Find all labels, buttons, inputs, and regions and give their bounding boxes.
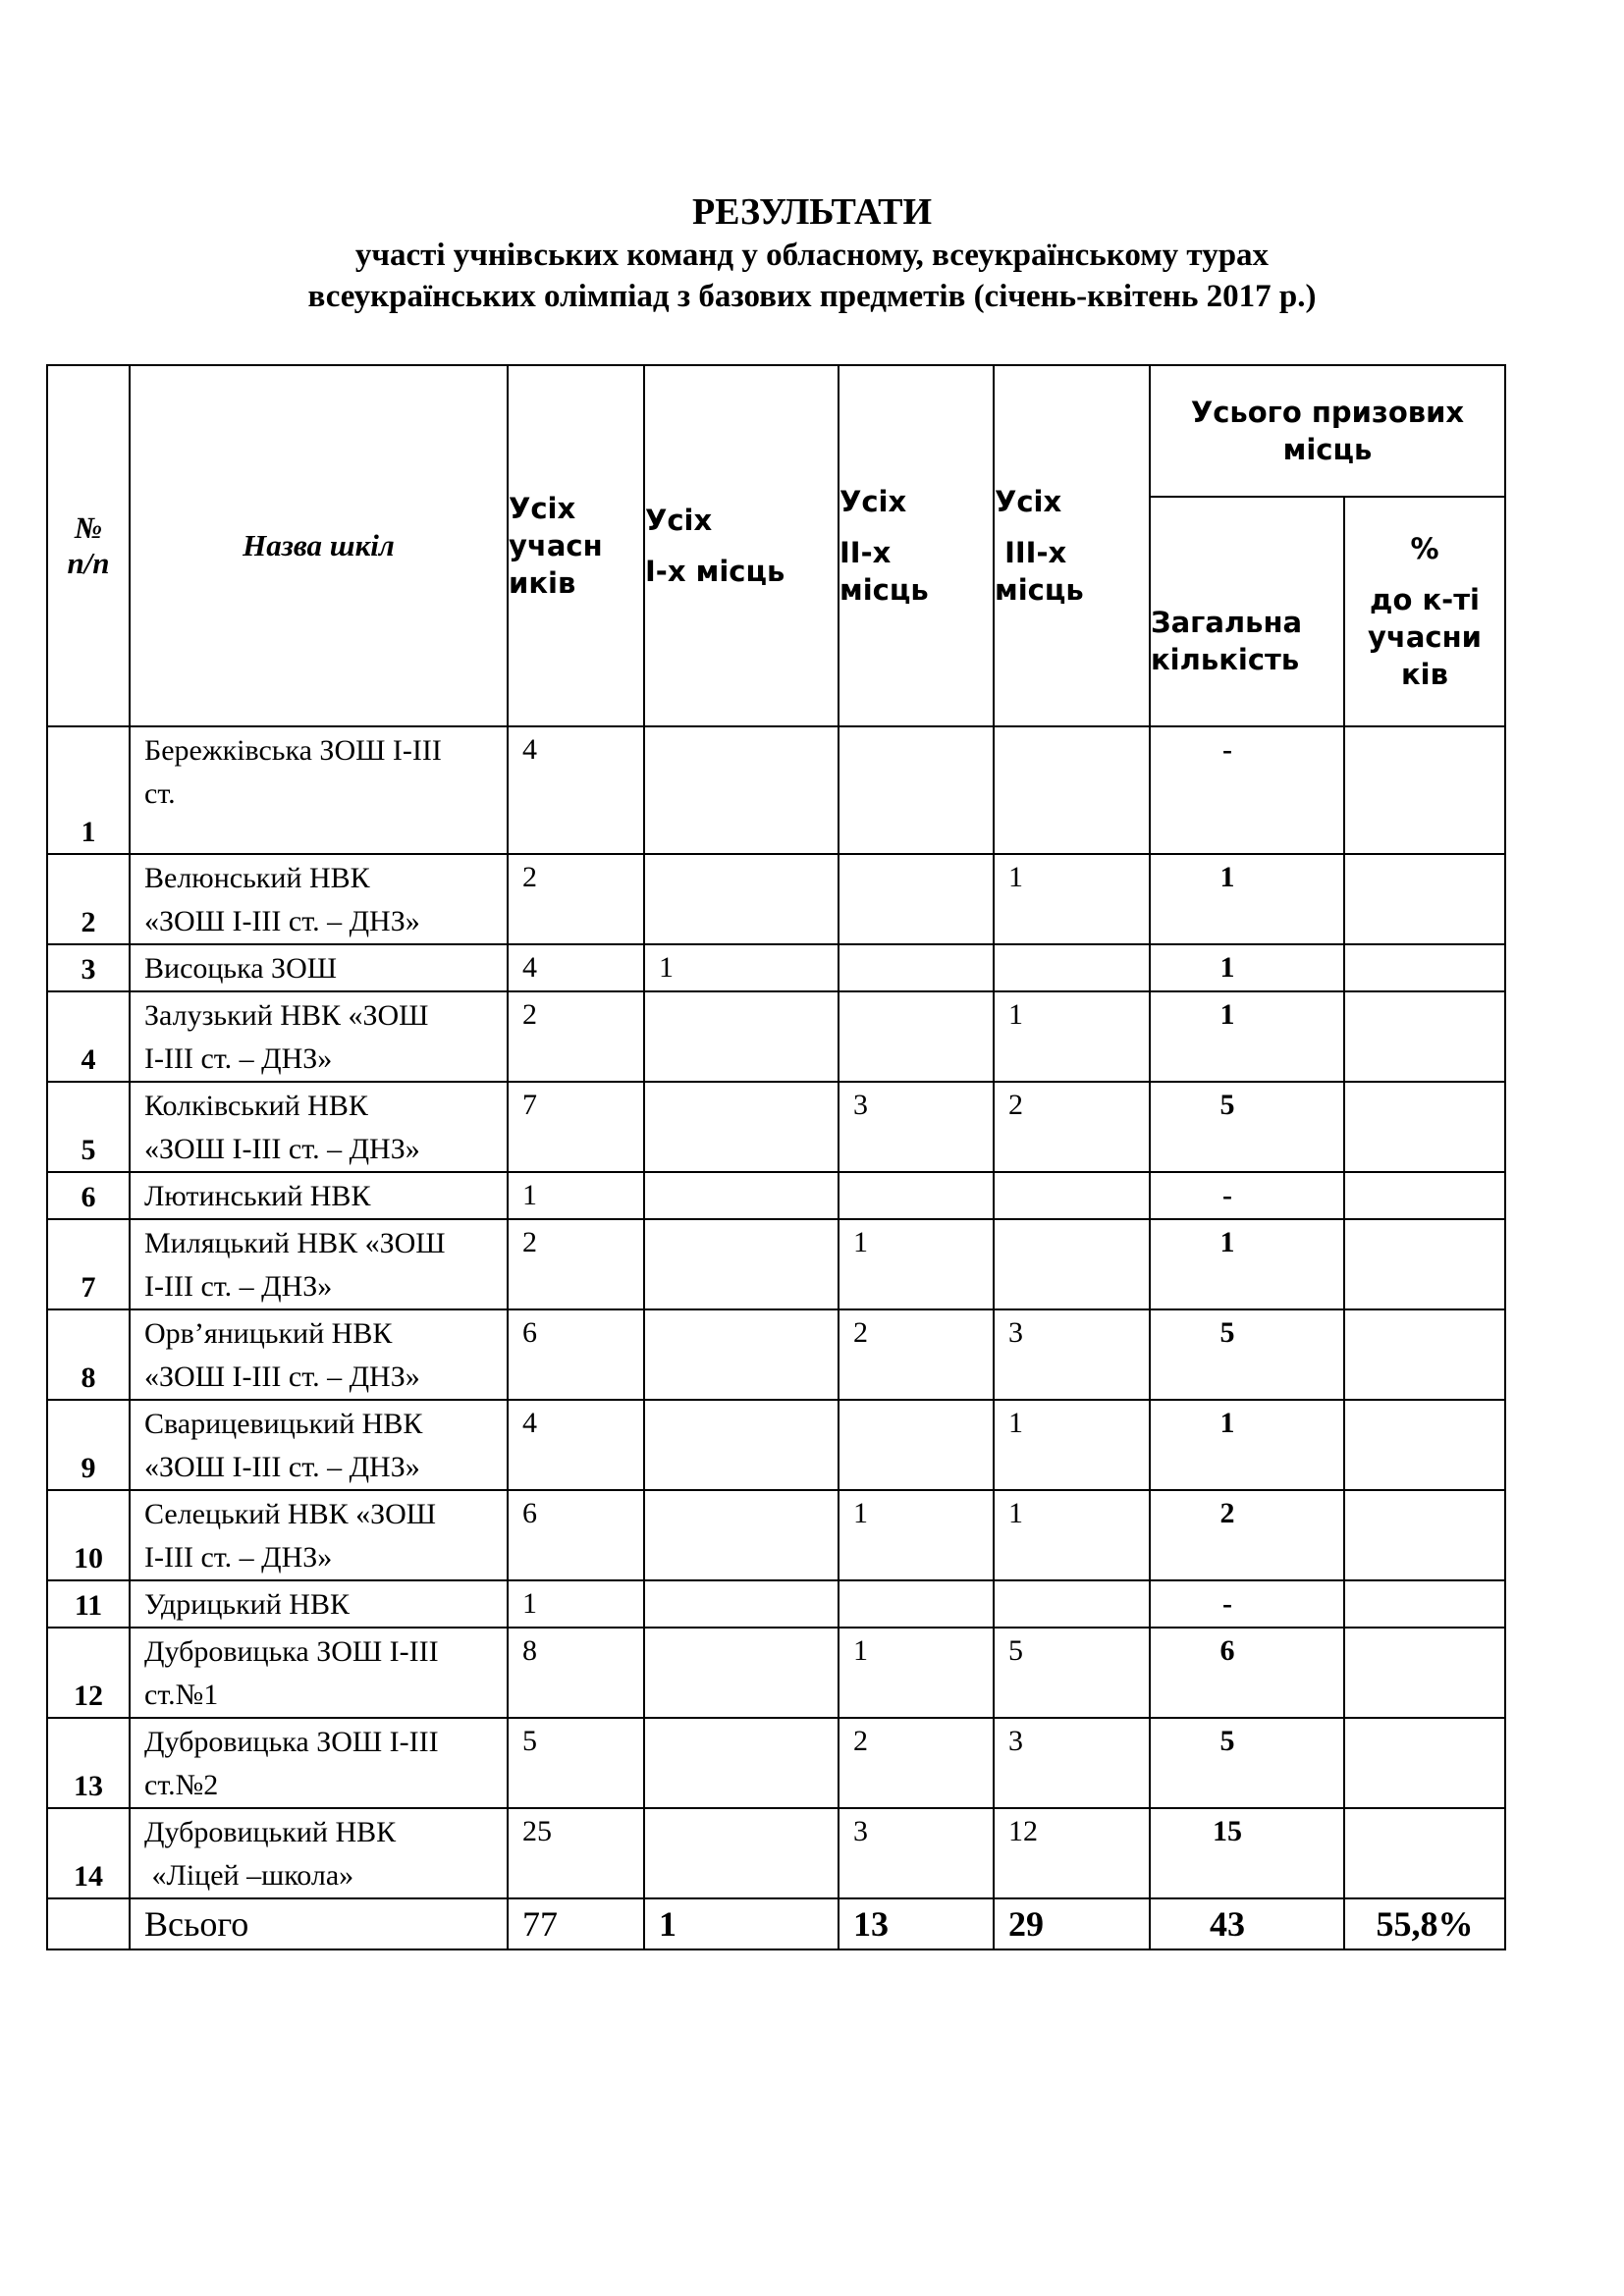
first-places (644, 1172, 839, 1219)
table-row (47, 1082, 1505, 1172)
school-name (130, 1718, 508, 1808)
third-places (994, 726, 1150, 854)
header-total-group-line-2: місць (1282, 433, 1373, 466)
summary-total: 43 (1150, 1898, 1344, 1949)
total-prize-places: 1 (1150, 944, 1344, 991)
total-prize-places: 5 (1150, 1309, 1344, 1400)
participants-count: 6 (508, 1490, 644, 1580)
header-school-name: Назва шкіл (130, 365, 508, 726)
school-name-line: Селецький НВК «ЗОШ (144, 1498, 437, 1530)
school-name-line: «ЗОШ І-ІІІ ст. – ДНЗ» (144, 1451, 420, 1483)
first-places (644, 1219, 839, 1309)
school-name (130, 1219, 508, 1309)
school-name (130, 1628, 508, 1718)
percent-of-participants (1344, 1172, 1505, 1219)
third-places: 1 (994, 1490, 1150, 1580)
percent-of-participants (1344, 1400, 1505, 1490)
table-row (47, 1808, 1505, 1898)
first-places (644, 1490, 839, 1580)
participants-count: 4 (508, 944, 644, 991)
table-row (47, 1172, 1505, 1219)
school-name-line: ст.№1 (144, 1679, 219, 1711)
first-places (644, 991, 839, 1082)
school-name-line: Залузький НВК «ЗОШ (144, 999, 429, 1032)
summary-label: Всього (130, 1898, 508, 1949)
summary-third: 29 (994, 1898, 1150, 1949)
table-row (47, 854, 1505, 944)
row-number: 9 (47, 1400, 130, 1490)
total-prize-places: 1 (1150, 1219, 1344, 1309)
school-name-line: І-ІІІ ст. – ДНЗ» (144, 1042, 333, 1075)
first-places (644, 854, 839, 944)
percent-of-participants (1344, 1718, 1505, 1808)
row-number: 5 (47, 1082, 130, 1172)
row-number: 4 (47, 991, 130, 1082)
summary-row (47, 1898, 1505, 1949)
school-name-line: Висоцька ЗОШ (144, 952, 338, 985)
first-places (644, 1718, 839, 1808)
header-participants-line-3: иків (509, 566, 576, 600)
results-table (46, 364, 1506, 1950)
table-row (47, 1400, 1505, 1490)
third-places: 3 (994, 1718, 1150, 1808)
table-row (47, 1718, 1505, 1808)
third-places: 5 (994, 1628, 1150, 1718)
school-name (130, 991, 508, 1082)
first-places (644, 1309, 839, 1400)
total-prize-places: 1 (1150, 1400, 1344, 1490)
header-total-count (1150, 497, 1344, 726)
school-name (130, 1808, 508, 1898)
third-places (994, 944, 1150, 991)
second-places: 1 (839, 1490, 994, 1580)
document-subtitle-line-1: участі учнівських команд у обласному, всеукраїнському турах (354, 238, 1270, 273)
header-total-prize-places (1150, 365, 1505, 497)
header-third-places (994, 365, 1150, 726)
percent-of-participants (1344, 1490, 1505, 1580)
row-number: 1 (47, 726, 130, 854)
table-row (47, 1219, 1505, 1309)
participants-count: 25 (508, 1808, 644, 1898)
school-name-line: Колківський НВК (144, 1090, 368, 1122)
percent-of-participants (1344, 944, 1505, 991)
participants-count: 2 (508, 991, 644, 1082)
header-participants-line-2: учасн (509, 529, 603, 562)
school-name-line: Лютинський НВК (144, 1180, 371, 1212)
row-number: 10 (47, 1490, 130, 1580)
header-second-line-2: ІІ-х (839, 536, 892, 569)
percent-of-participants (1344, 1628, 1505, 1718)
table-row (47, 944, 1505, 991)
second-places: 3 (839, 1082, 994, 1172)
participants-count: 7 (508, 1082, 644, 1172)
school-name-line: І-ІІІ ст. – ДНЗ» (144, 1270, 333, 1303)
percent-of-participants (1344, 854, 1505, 944)
first-places (644, 1808, 839, 1898)
participants-count: 6 (508, 1309, 644, 1400)
school-name (130, 1580, 508, 1628)
total-prize-places: 15 (1150, 1808, 1344, 1898)
participants-count: 4 (508, 1400, 644, 1490)
header-participants-line-1: Усіх (509, 492, 576, 525)
first-places (644, 1628, 839, 1718)
total-prize-places: - (1150, 726, 1344, 854)
third-places (994, 1219, 1150, 1309)
row-number: 14 (47, 1808, 130, 1898)
total-prize-places: 1 (1150, 991, 1344, 1082)
total-prize-places: - (1150, 1580, 1344, 1628)
header-first-line-2: І-х місць (645, 555, 785, 588)
school-name-line: «ЗОШ І-ІІІ ст. – ДНЗ» (144, 1361, 420, 1393)
row-number: 6 (47, 1172, 130, 1219)
third-places: 12 (994, 1808, 1150, 1898)
header-third-line-2: ІІІ-х (995, 536, 1067, 569)
second-places (839, 1580, 994, 1628)
third-places: 1 (994, 1400, 1150, 1490)
school-name (130, 854, 508, 944)
school-name (130, 1309, 508, 1400)
school-name (130, 1082, 508, 1172)
third-places: 2 (994, 1082, 1150, 1172)
participants-count: 4 (508, 726, 644, 854)
total-prize-places: 5 (1150, 1082, 1344, 1172)
second-places: 2 (839, 1718, 994, 1808)
school-name (130, 944, 508, 991)
percent-of-participants (1344, 726, 1505, 854)
participants-count: 2 (508, 854, 644, 944)
school-name (130, 1490, 508, 1580)
second-places: 3 (839, 1808, 994, 1898)
header-third-line-1: Усіх (995, 485, 1062, 518)
third-places: 1 (994, 854, 1150, 944)
total-prize-places: - (1150, 1172, 1344, 1219)
second-places (839, 1400, 994, 1490)
first-places (644, 1400, 839, 1490)
first-places (644, 726, 839, 854)
header-number (47, 365, 130, 726)
second-places: 2 (839, 1309, 994, 1400)
second-places (839, 726, 994, 854)
school-name (130, 1172, 508, 1219)
second-places: 1 (839, 1219, 994, 1309)
school-name (130, 726, 508, 854)
header-number-line-2: п/п (67, 546, 110, 580)
participants-count: 2 (508, 1219, 644, 1309)
summary-first: 1 (644, 1898, 839, 1949)
row-number: 2 (47, 854, 130, 944)
header-percent-line-3: учасни (1368, 620, 1482, 654)
header-percent (1344, 497, 1505, 726)
school-name-line: «ЗОШ І-ІІІ ст. – ДНЗ» (144, 905, 420, 937)
header-number-line-1: № (74, 510, 103, 545)
percent-of-participants (1344, 1580, 1505, 1628)
document-title: РЕЗУЛЬТАТИ (691, 191, 933, 233)
total-prize-places: 1 (1150, 854, 1344, 944)
second-places (839, 1172, 994, 1219)
participants-count: 1 (508, 1580, 644, 1628)
third-places: 1 (994, 991, 1150, 1082)
table-row (47, 991, 1505, 1082)
school-name-line: Дубровицький НВК (144, 1816, 397, 1848)
school-name-line: Дубровицька ЗОШ І-ІІІ (144, 1726, 439, 1758)
table-row (47, 1580, 1505, 1628)
first-places (644, 1580, 839, 1628)
school-name-line: ст.№2 (144, 1769, 219, 1801)
row-number: 11 (47, 1580, 130, 1628)
header-second-line-3: місць (839, 573, 929, 607)
participants-count: 1 (508, 1172, 644, 1219)
school-name-line: Дубровицька ЗОШ І-ІІІ (144, 1635, 439, 1668)
total-prize-places: 5 (1150, 1718, 1344, 1808)
second-places (839, 944, 994, 991)
second-places (839, 854, 994, 944)
percent-of-participants (1344, 1309, 1505, 1400)
school-name (130, 1400, 508, 1490)
table-row (47, 1309, 1505, 1400)
second-places (839, 991, 994, 1082)
header-participants (508, 365, 644, 726)
percent-of-participants (1344, 1808, 1505, 1898)
school-name-line: ст. (144, 777, 176, 810)
summary-participants: 77 (508, 1898, 644, 1949)
total-prize-places: 6 (1150, 1628, 1344, 1718)
school-name-line: «Ліцей –школа» (144, 1859, 354, 1892)
table-row (47, 1490, 1505, 1580)
header-second-line-1: Усіх (839, 485, 907, 518)
header-third-line-3: місць (995, 573, 1084, 607)
table-row (47, 1628, 1505, 1718)
school-name-line: І-ІІІ ст. – ДНЗ» (144, 1541, 333, 1574)
summary-second: 13 (839, 1898, 994, 1949)
summary-empty-cell (47, 1898, 130, 1949)
participants-count: 5 (508, 1718, 644, 1808)
header-row-1 (47, 365, 1505, 497)
percent-of-participants (1344, 991, 1505, 1082)
row-number: 13 (47, 1718, 130, 1808)
third-places (994, 1580, 1150, 1628)
percent-of-participants (1344, 1082, 1505, 1172)
header-total-count-line-1: Загальна (1151, 606, 1303, 639)
header-percent-line-1: % (1410, 532, 1439, 565)
school-name-line: Сварицевицький НВК (144, 1408, 423, 1440)
header-percent-line-4: ків (1401, 658, 1448, 691)
row-number: 7 (47, 1219, 130, 1309)
second-places: 1 (839, 1628, 994, 1718)
third-places: 3 (994, 1309, 1150, 1400)
header-percent-line-2: до к-ті (1370, 583, 1480, 616)
school-name-line: Орв’яницький НВК (144, 1317, 393, 1350)
header-total-count-line-2: кількість (1151, 643, 1300, 676)
third-places (994, 1172, 1150, 1219)
document-title-block (0, 189, 1624, 317)
school-name-line: Миляцький НВК «ЗОШ (144, 1227, 446, 1259)
school-name-line: Велюнський НВК (144, 862, 370, 894)
school-name-line: Бережківська ЗОШ І-ІІІ (144, 734, 442, 767)
header-first-line-1: Усіх (645, 504, 713, 537)
first-places: 1 (644, 944, 839, 991)
summary-percent: 55,8% (1344, 1898, 1505, 1949)
total-prize-places: 2 (1150, 1490, 1344, 1580)
table-row (47, 726, 1505, 854)
document-subtitle-line-2: всеукраїнських олімпіад з базових предметів (січень-квітень 2017 р.) (307, 279, 1317, 314)
school-name-line: «ЗОШ І-ІІІ ст. – ДНЗ» (144, 1133, 420, 1165)
header-first-places (644, 365, 839, 726)
header-total-group-line-1: Усього призових (1190, 396, 1465, 429)
row-number: 12 (47, 1628, 130, 1718)
results-table-body (47, 726, 1505, 1898)
school-name-line: Удрицький НВК (144, 1588, 350, 1621)
row-number: 3 (47, 944, 130, 991)
first-places (644, 1082, 839, 1172)
percent-of-participants (1344, 1219, 1505, 1309)
row-number: 8 (47, 1309, 130, 1400)
header-second-places (839, 365, 994, 726)
participants-count: 8 (508, 1628, 644, 1718)
